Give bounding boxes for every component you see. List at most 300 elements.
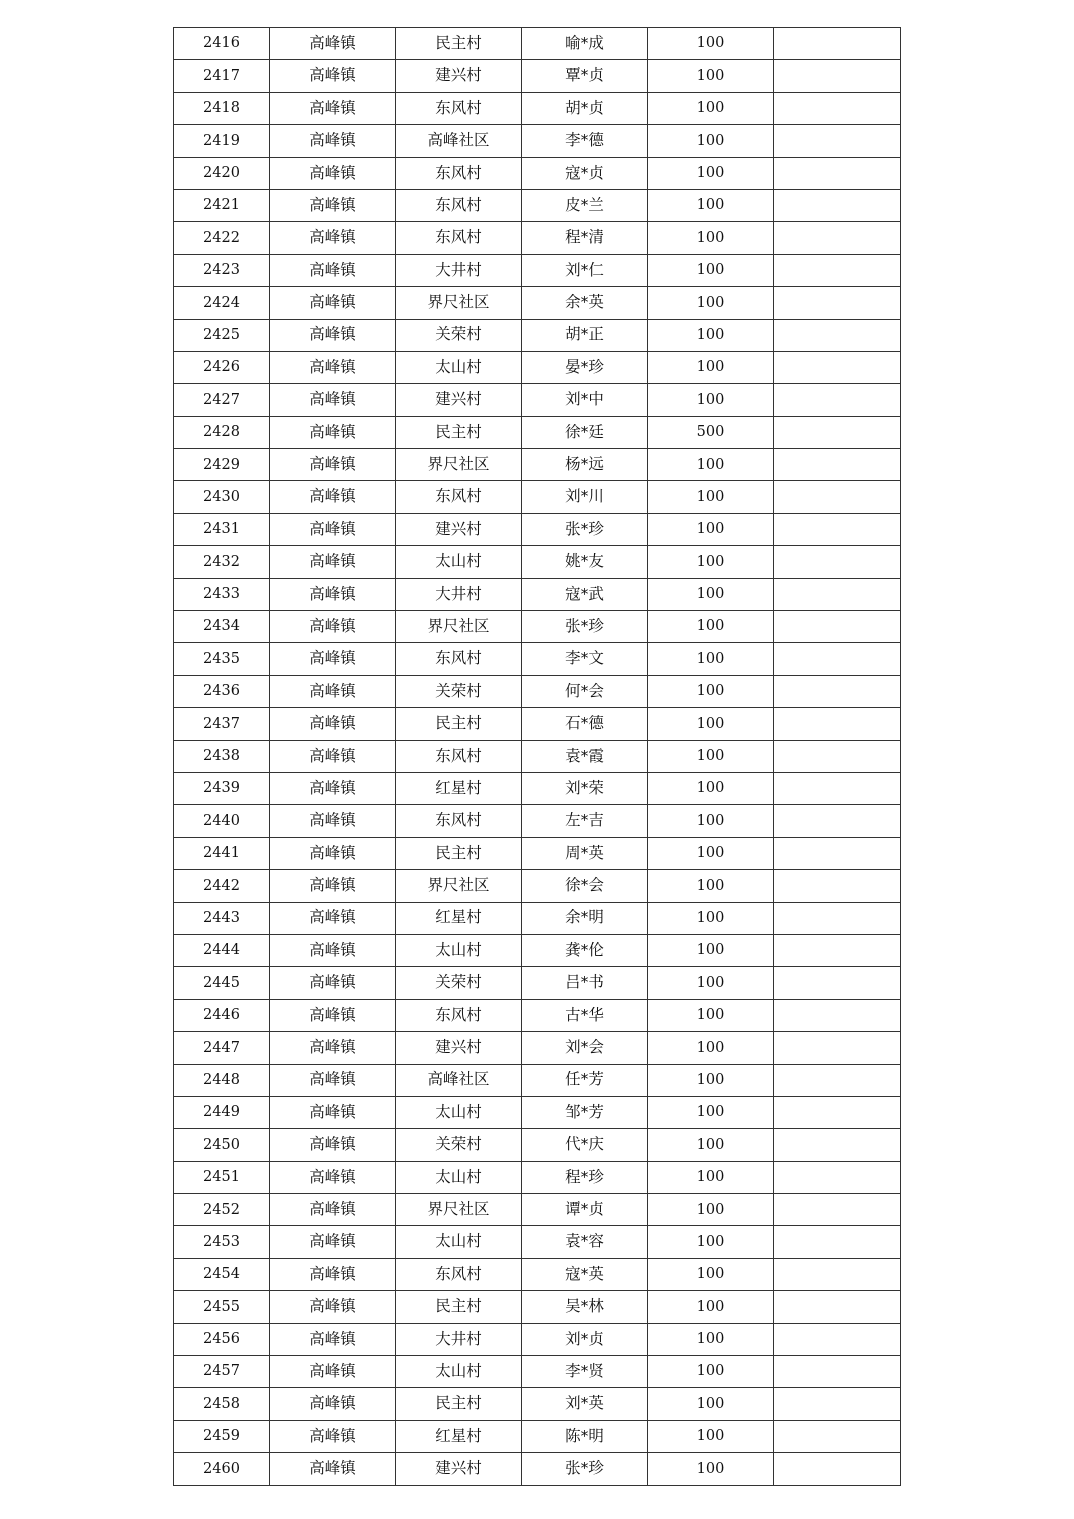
cell-serial-number: 2441 — [174, 837, 270, 869]
cell-amount: 100 — [648, 902, 774, 934]
cell-serial-number: 2443 — [174, 902, 270, 934]
cell-amount: 100 — [648, 772, 774, 804]
cell-note — [774, 319, 901, 351]
cell-person-name: 陈*明 — [522, 1420, 648, 1452]
cell-town: 高峰镇 — [270, 449, 396, 481]
cell-town: 高峰镇 — [270, 1226, 396, 1258]
table-row — [174, 1226, 901, 1258]
cell-amount: 100 — [648, 1096, 774, 1128]
cell-person-name: 徐*会 — [522, 870, 648, 902]
cell-village: 红星村 — [396, 772, 522, 804]
cell-person-name: 寇*英 — [522, 1258, 648, 1290]
table-row — [174, 189, 901, 221]
cell-person-name: 胡*贞 — [522, 92, 648, 124]
cell-town: 高峰镇 — [270, 287, 396, 319]
cell-note — [774, 611, 901, 643]
cell-village: 东风村 — [396, 805, 522, 837]
table-row — [174, 481, 901, 513]
cell-village: 民主村 — [396, 708, 522, 740]
cell-amount: 100 — [648, 254, 774, 286]
cell-town: 高峰镇 — [270, 967, 396, 999]
cell-town: 高峰镇 — [270, 416, 396, 448]
cell-serial-number: 2429 — [174, 449, 270, 481]
cell-person-name: 刘*仁 — [522, 254, 648, 286]
cell-note — [774, 157, 901, 189]
cell-person-name: 刘*荣 — [522, 772, 648, 804]
cell-amount: 100 — [648, 189, 774, 221]
cell-village: 界尺社区 — [396, 870, 522, 902]
cell-town: 高峰镇 — [270, 870, 396, 902]
cell-serial-number: 2456 — [174, 1323, 270, 1355]
cell-village: 高峰社区 — [396, 1064, 522, 1096]
cell-village: 界尺社区 — [396, 287, 522, 319]
table-row — [174, 611, 901, 643]
cell-note — [774, 1161, 901, 1193]
cell-note — [774, 416, 901, 448]
cell-amount: 500 — [648, 416, 774, 448]
cell-serial-number: 2449 — [174, 1096, 270, 1128]
cell-village: 民主村 — [396, 1291, 522, 1323]
cell-serial-number: 2445 — [174, 967, 270, 999]
cell-serial-number: 2417 — [174, 60, 270, 92]
cell-village: 东风村 — [396, 92, 522, 124]
cell-village: 建兴村 — [396, 384, 522, 416]
table-row — [174, 1356, 901, 1388]
cell-person-name: 左*吉 — [522, 805, 648, 837]
cell-village: 关荣村 — [396, 319, 522, 351]
cell-town: 高峰镇 — [270, 546, 396, 578]
cell-amount: 100 — [648, 1129, 774, 1161]
cell-person-name: 周*英 — [522, 837, 648, 869]
cell-note — [774, 643, 901, 675]
cell-person-name: 邹*芳 — [522, 1096, 648, 1128]
cell-serial-number: 2416 — [174, 28, 270, 60]
cell-town: 高峰镇 — [270, 351, 396, 383]
cell-town: 高峰镇 — [270, 254, 396, 286]
cell-note — [774, 481, 901, 513]
cell-note — [774, 740, 901, 772]
cell-village: 建兴村 — [396, 1453, 522, 1485]
table-row — [174, 1032, 901, 1064]
table-row — [174, 837, 901, 869]
cell-note — [774, 513, 901, 545]
table-row — [174, 967, 901, 999]
cell-village: 太山村 — [396, 1356, 522, 1388]
cell-town: 高峰镇 — [270, 189, 396, 221]
cell-serial-number: 2438 — [174, 740, 270, 772]
cell-village: 关荣村 — [396, 1129, 522, 1161]
cell-person-name: 刘*会 — [522, 1032, 648, 1064]
cell-note — [774, 999, 901, 1031]
cell-serial-number: 2434 — [174, 611, 270, 643]
table-row — [174, 870, 901, 902]
cell-village: 民主村 — [396, 416, 522, 448]
cell-village: 关荣村 — [396, 675, 522, 707]
cell-note — [774, 934, 901, 966]
cell-village: 太山村 — [396, 1096, 522, 1128]
cell-amount: 100 — [648, 449, 774, 481]
table-row — [174, 222, 901, 254]
cell-village: 东风村 — [396, 999, 522, 1031]
cell-town: 高峰镇 — [270, 643, 396, 675]
cell-note — [774, 1291, 901, 1323]
cell-amount: 100 — [648, 1194, 774, 1226]
cell-serial-number: 2422 — [174, 222, 270, 254]
table-row — [174, 1323, 901, 1355]
cell-village: 大井村 — [396, 578, 522, 610]
cell-serial-number: 2430 — [174, 481, 270, 513]
table-row — [174, 92, 901, 124]
cell-amount: 100 — [648, 1032, 774, 1064]
cell-serial-number: 2448 — [174, 1064, 270, 1096]
cell-serial-number: 2425 — [174, 319, 270, 351]
table-row — [174, 1420, 901, 1452]
cell-amount: 100 — [648, 870, 774, 902]
cell-village: 建兴村 — [396, 513, 522, 545]
cell-town: 高峰镇 — [270, 999, 396, 1031]
table-row — [174, 1129, 901, 1161]
cell-village: 建兴村 — [396, 1032, 522, 1064]
cell-person-name: 寇*武 — [522, 578, 648, 610]
cell-amount: 100 — [648, 546, 774, 578]
cell-person-name: 袁*霞 — [522, 740, 648, 772]
cell-serial-number: 2459 — [174, 1420, 270, 1452]
cell-town: 高峰镇 — [270, 740, 396, 772]
cell-note — [774, 1064, 901, 1096]
cell-village: 东风村 — [396, 740, 522, 772]
table-row — [174, 934, 901, 966]
cell-person-name: 吴*林 — [522, 1291, 648, 1323]
cell-amount: 100 — [648, 999, 774, 1031]
cell-person-name: 吕*书 — [522, 967, 648, 999]
cell-amount: 100 — [648, 287, 774, 319]
cell-town: 高峰镇 — [270, 934, 396, 966]
table-row — [174, 1064, 901, 1096]
cell-serial-number: 2447 — [174, 1032, 270, 1064]
table-row — [174, 157, 901, 189]
cell-town: 高峰镇 — [270, 481, 396, 513]
cell-village: 太山村 — [396, 934, 522, 966]
cell-person-name: 张*珍 — [522, 1453, 648, 1485]
cell-town: 高峰镇 — [270, 1032, 396, 1064]
cell-note — [774, 772, 901, 804]
cell-serial-number: 2431 — [174, 513, 270, 545]
table-row — [174, 1453, 901, 1485]
cell-serial-number: 2433 — [174, 578, 270, 610]
cell-serial-number: 2454 — [174, 1258, 270, 1290]
cell-person-name: 龚*伦 — [522, 934, 648, 966]
cell-town: 高峰镇 — [270, 1323, 396, 1355]
cell-person-name: 石*德 — [522, 708, 648, 740]
cell-note — [774, 1453, 901, 1485]
cell-village: 大井村 — [396, 254, 522, 286]
cell-note — [774, 1096, 901, 1128]
cell-village: 太山村 — [396, 1226, 522, 1258]
cell-amount: 100 — [648, 675, 774, 707]
cell-town: 高峰镇 — [270, 60, 396, 92]
cell-note — [774, 1323, 901, 1355]
cell-town: 高峰镇 — [270, 1388, 396, 1420]
cell-person-name: 覃*贞 — [522, 60, 648, 92]
cell-amount: 100 — [648, 1388, 774, 1420]
cell-amount: 100 — [648, 319, 774, 351]
cell-serial-number: 2455 — [174, 1291, 270, 1323]
table-row — [174, 1161, 901, 1193]
cell-serial-number: 2421 — [174, 189, 270, 221]
cell-serial-number: 2437 — [174, 708, 270, 740]
cell-person-name: 谭*贞 — [522, 1194, 648, 1226]
cell-town: 高峰镇 — [270, 28, 396, 60]
cell-note — [774, 1258, 901, 1290]
cell-town: 高峰镇 — [270, 513, 396, 545]
cell-note — [774, 708, 901, 740]
cell-village: 东风村 — [396, 643, 522, 675]
cell-serial-number: 2452 — [174, 1194, 270, 1226]
table-row — [174, 125, 901, 157]
cell-town: 高峰镇 — [270, 805, 396, 837]
table-row — [174, 254, 901, 286]
cell-person-name: 余*英 — [522, 287, 648, 319]
cell-town: 高峰镇 — [270, 1064, 396, 1096]
cell-town: 高峰镇 — [270, 125, 396, 157]
cell-note — [774, 60, 901, 92]
cell-town: 高峰镇 — [270, 319, 396, 351]
cell-amount: 100 — [648, 125, 774, 157]
cell-amount: 100 — [648, 611, 774, 643]
cell-person-name: 喻*成 — [522, 28, 648, 60]
cell-amount: 100 — [648, 643, 774, 675]
table-row — [174, 1388, 901, 1420]
cell-amount: 100 — [648, 157, 774, 189]
cell-serial-number: 2426 — [174, 351, 270, 383]
cell-town: 高峰镇 — [270, 1356, 396, 1388]
cell-note — [774, 1420, 901, 1452]
cell-town: 高峰镇 — [270, 1291, 396, 1323]
cell-town: 高峰镇 — [270, 222, 396, 254]
cell-town: 高峰镇 — [270, 1420, 396, 1452]
cell-village: 民主村 — [396, 28, 522, 60]
cell-village: 建兴村 — [396, 60, 522, 92]
cell-village: 民主村 — [396, 837, 522, 869]
cell-serial-number: 2439 — [174, 772, 270, 804]
cell-village: 东风村 — [396, 189, 522, 221]
table-row — [174, 546, 901, 578]
cell-note — [774, 578, 901, 610]
table-row — [174, 384, 901, 416]
cell-serial-number: 2442 — [174, 870, 270, 902]
cell-serial-number: 2440 — [174, 805, 270, 837]
cell-village: 界尺社区 — [396, 1194, 522, 1226]
table-row — [174, 772, 901, 804]
cell-amount: 100 — [648, 934, 774, 966]
cell-person-name: 徐*廷 — [522, 416, 648, 448]
cell-person-name: 刘*英 — [522, 1388, 648, 1420]
cell-serial-number: 2432 — [174, 546, 270, 578]
table-row — [174, 1258, 901, 1290]
cell-person-name: 胡*正 — [522, 319, 648, 351]
cell-amount: 100 — [648, 222, 774, 254]
cell-serial-number: 2427 — [174, 384, 270, 416]
cell-serial-number: 2423 — [174, 254, 270, 286]
cell-village: 东风村 — [396, 222, 522, 254]
table-row — [174, 578, 901, 610]
cell-note — [774, 870, 901, 902]
table-row — [174, 999, 901, 1031]
table-row — [174, 1291, 901, 1323]
table-row — [174, 513, 901, 545]
cell-village: 东风村 — [396, 1258, 522, 1290]
cell-serial-number: 2457 — [174, 1356, 270, 1388]
cell-serial-number: 2444 — [174, 934, 270, 966]
cell-person-name: 张*珍 — [522, 611, 648, 643]
cell-amount: 100 — [648, 740, 774, 772]
table-row — [174, 643, 901, 675]
cell-person-name: 余*明 — [522, 902, 648, 934]
cell-note — [774, 287, 901, 319]
cell-amount: 100 — [648, 578, 774, 610]
cell-person-name: 袁*容 — [522, 1226, 648, 1258]
cell-serial-number: 2458 — [174, 1388, 270, 1420]
cell-village: 高峰社区 — [396, 125, 522, 157]
cell-amount: 100 — [648, 1453, 774, 1485]
cell-note — [774, 1356, 901, 1388]
cell-town: 高峰镇 — [270, 837, 396, 869]
cell-note — [774, 805, 901, 837]
cell-village: 界尺社区 — [396, 449, 522, 481]
cell-person-name: 程*珍 — [522, 1161, 648, 1193]
cell-village: 红星村 — [396, 1420, 522, 1452]
table-row — [174, 902, 901, 934]
cell-town: 高峰镇 — [270, 1194, 396, 1226]
cell-note — [774, 92, 901, 124]
cell-town: 高峰镇 — [270, 157, 396, 189]
cell-village: 东风村 — [396, 481, 522, 513]
roster-table — [173, 27, 901, 1486]
table-row — [174, 740, 901, 772]
cell-amount: 100 — [648, 967, 774, 999]
cell-amount: 100 — [648, 837, 774, 869]
cell-amount: 100 — [648, 1161, 774, 1193]
cell-serial-number: 2419 — [174, 125, 270, 157]
cell-note — [774, 546, 901, 578]
cell-village: 关荣村 — [396, 967, 522, 999]
cell-note — [774, 675, 901, 707]
table-row — [174, 287, 901, 319]
cell-amount: 100 — [648, 805, 774, 837]
cell-serial-number: 2450 — [174, 1129, 270, 1161]
cell-person-name: 皮*兰 — [522, 189, 648, 221]
cell-person-name: 代*庆 — [522, 1129, 648, 1161]
cell-village: 太山村 — [396, 1161, 522, 1193]
cell-amount: 100 — [648, 351, 774, 383]
cell-serial-number: 2435 — [174, 643, 270, 675]
cell-person-name: 姚*友 — [522, 546, 648, 578]
table-row — [174, 1194, 901, 1226]
cell-amount: 100 — [648, 708, 774, 740]
cell-town: 高峰镇 — [270, 611, 396, 643]
table-row — [174, 1096, 901, 1128]
table-row — [174, 708, 901, 740]
cell-note — [774, 1226, 901, 1258]
cell-person-name: 杨*远 — [522, 449, 648, 481]
cell-serial-number: 2424 — [174, 287, 270, 319]
cell-amount: 100 — [648, 481, 774, 513]
table-row — [174, 675, 901, 707]
cell-amount: 100 — [648, 1420, 774, 1452]
cell-note — [774, 449, 901, 481]
cell-town: 高峰镇 — [270, 902, 396, 934]
cell-serial-number: 2460 — [174, 1453, 270, 1485]
cell-note — [774, 189, 901, 221]
cell-village: 东风村 — [396, 157, 522, 189]
cell-person-name: 寇*贞 — [522, 157, 648, 189]
cell-note — [774, 967, 901, 999]
cell-person-name: 晏*珍 — [522, 351, 648, 383]
table-row — [174, 60, 901, 92]
cell-town: 高峰镇 — [270, 1453, 396, 1485]
table-row — [174, 28, 901, 60]
table-row — [174, 319, 901, 351]
cell-serial-number: 2418 — [174, 92, 270, 124]
cell-amount: 100 — [648, 1226, 774, 1258]
cell-person-name: 程*清 — [522, 222, 648, 254]
cell-note — [774, 1032, 901, 1064]
cell-town: 高峰镇 — [270, 578, 396, 610]
table-row — [174, 416, 901, 448]
cell-note — [774, 1388, 901, 1420]
cell-serial-number: 2428 — [174, 416, 270, 448]
cell-town: 高峰镇 — [270, 384, 396, 416]
cell-person-name: 古*华 — [522, 999, 648, 1031]
cell-town: 高峰镇 — [270, 92, 396, 124]
table-row — [174, 805, 901, 837]
cell-village: 大井村 — [396, 1323, 522, 1355]
cell-person-name: 刘*贞 — [522, 1323, 648, 1355]
cell-town: 高峰镇 — [270, 1129, 396, 1161]
cell-amount: 100 — [648, 60, 774, 92]
cell-serial-number: 2453 — [174, 1226, 270, 1258]
cell-person-name: 刘*中 — [522, 384, 648, 416]
cell-amount: 100 — [648, 1258, 774, 1290]
cell-note — [774, 351, 901, 383]
table-row — [174, 351, 901, 383]
cell-village: 民主村 — [396, 1388, 522, 1420]
cell-town: 高峰镇 — [270, 708, 396, 740]
cell-town: 高峰镇 — [270, 1161, 396, 1193]
cell-town: 高峰镇 — [270, 772, 396, 804]
cell-serial-number: 2446 — [174, 999, 270, 1031]
cell-person-name: 何*会 — [522, 675, 648, 707]
cell-note — [774, 1129, 901, 1161]
cell-town: 高峰镇 — [270, 675, 396, 707]
cell-amount: 100 — [648, 1323, 774, 1355]
cell-note — [774, 254, 901, 286]
cell-person-name: 李*文 — [522, 643, 648, 675]
roster-table-body — [174, 28, 901, 1486]
cell-person-name: 张*珍 — [522, 513, 648, 545]
cell-serial-number: 2436 — [174, 675, 270, 707]
cell-amount: 100 — [648, 1291, 774, 1323]
cell-person-name: 李*贤 — [522, 1356, 648, 1388]
cell-village: 太山村 — [396, 351, 522, 383]
cell-note — [774, 384, 901, 416]
cell-note — [774, 902, 901, 934]
cell-person-name: 任*芳 — [522, 1064, 648, 1096]
cell-town: 高峰镇 — [270, 1096, 396, 1128]
cell-village: 太山村 — [396, 546, 522, 578]
cell-village: 红星村 — [396, 902, 522, 934]
cell-serial-number: 2420 — [174, 157, 270, 189]
